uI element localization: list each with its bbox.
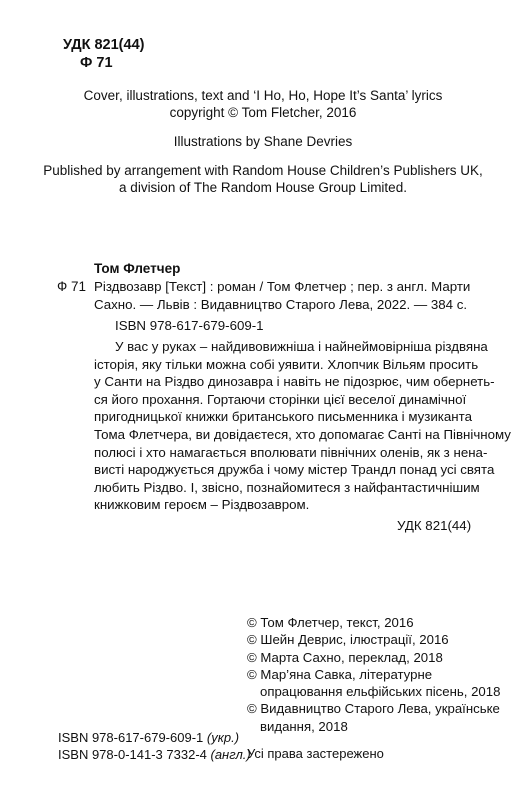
copyright-block	[247, 614, 500, 735]
credits-line-1: Cover, illustrations, text and ‘I Ho, Ho, Hope It’s Santa’ lyrics	[83, 88, 443, 103]
copyright-line: © Шейн Деврис, ілюстрації, 2016	[247, 632, 449, 648]
isbn-ukr-tag: (укр.)	[206, 730, 240, 745]
copyright-line: опрацювання ельфійських пісень, 2018	[260, 684, 501, 700]
annotation	[94, 338, 511, 514]
copyright-line: © Видавництво Старого Лева, українське	[247, 701, 500, 717]
annotation-line: пригодницької книжки британського письменника і музиканта	[94, 409, 472, 425]
annotation-line: ся його прохання. Гортаючи сторінки цієї веселої динамічної	[94, 391, 467, 407]
catalog-isbn: ISBN 978-617-679-609-1	[115, 318, 264, 333]
isbn-ukr-number: ISBN 978-617-679-609-1	[58, 730, 204, 745]
annotation-line: полюсі і хто намагається вполювати північних оленів, як з нена-	[94, 444, 488, 460]
isbn-eng-tag: (англ.)	[210, 747, 251, 762]
annotation-line: У вас у руках – найдивовижніша і найнеймовірніша різдвяна	[115, 339, 488, 354]
isbn-eng	[58, 746, 251, 763]
copyright-line: © Мар’яна Савка, літературне	[247, 666, 433, 682]
illustrations-credit: Illustrations by Shane Devries	[173, 134, 353, 149]
copyright-line: видання, 2018	[260, 718, 348, 734]
copyright-line: © Марта Сахно, переклад, 2018	[247, 649, 443, 665]
annotation-line: Тома Флетчера, ви довідаєтеся, хто допомагає Санті на Північному	[94, 426, 511, 442]
catalog-entry-line-2: Сахно. — Львів : Видавництво Старого Лева, 2022. — 384 с.	[94, 297, 468, 312]
annotation-line: історія, яку тільки можна собі уявити. Хлопчик Вільям просить	[94, 356, 479, 372]
credits-line-2: copyright © Tom Fletcher, 2016	[169, 105, 357, 120]
published-line-1: Published by arrangement with Random House Children’s Publishers UK,	[43, 163, 483, 178]
annotation-line: книжковим героєм – Різдвозавром.	[94, 497, 310, 513]
rights-reserved: Усі права застережено	[247, 746, 384, 761]
udk-bottom: УДК 821(44)	[397, 518, 472, 533]
catalog-entry-line-1: Різдвозавр [Текст] : роман / Том Флетчер ; пер. з англ. Марти	[94, 279, 471, 294]
published-line-2: a division of The Random House Group Limited.	[119, 180, 407, 195]
author-code-top: Ф 71	[80, 55, 113, 71]
catalog-author: Том Флетчер	[94, 261, 181, 276]
annotation-line: висті народжується дружба і чому містер Трандл понад усі свята	[94, 462, 495, 478]
isbn-block	[58, 729, 251, 763]
catalog-code: Ф 71	[57, 279, 87, 294]
annotation-line: у Санти на Різдво динозавра і навіть не підозрює, чим обернеть-	[94, 374, 495, 390]
udk-top: УДК 821(44)	[63, 37, 145, 53]
isbn-eng-number: ISBN 978-0-141-3 7332-4	[58, 747, 207, 762]
isbn-ukr	[58, 729, 251, 746]
annotation-line: любить Різдво. І, звісно, познайомитеся з найфантастичнішим	[94, 479, 480, 495]
copyright-line: © Том Флетчер, текст, 2016	[247, 615, 414, 630]
